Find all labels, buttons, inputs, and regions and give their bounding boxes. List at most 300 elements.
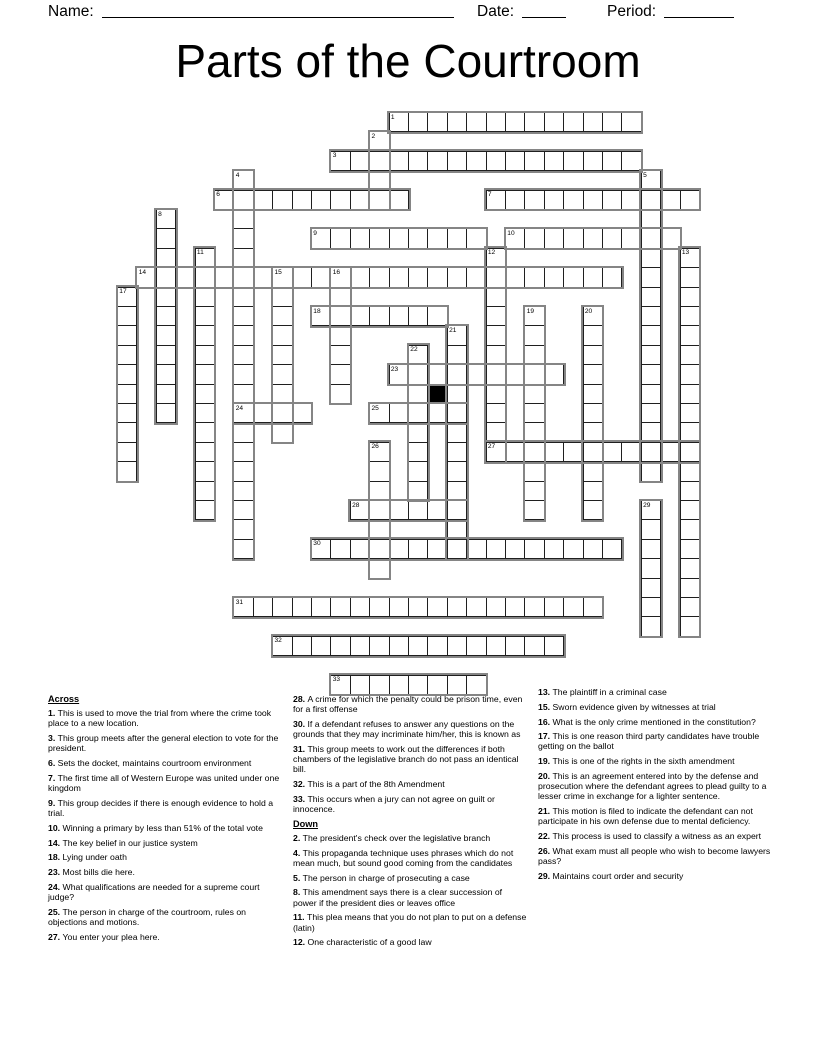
grid-cell bbox=[408, 636, 428, 656]
grid-cell bbox=[195, 345, 215, 365]
grid-cell bbox=[447, 364, 467, 384]
grid-cell bbox=[544, 267, 564, 287]
grid-cell bbox=[583, 364, 603, 384]
grid-cell bbox=[408, 306, 428, 326]
grid-cell bbox=[466, 112, 486, 132]
grid-cell bbox=[680, 616, 700, 636]
grid-cell bbox=[680, 267, 700, 287]
grid-cell bbox=[350, 190, 370, 210]
grid-cell bbox=[447, 597, 467, 617]
clue-section-header-down: Down bbox=[293, 818, 319, 829]
grid-cell bbox=[389, 539, 409, 559]
grid-cell bbox=[447, 481, 467, 501]
grid-cell bbox=[583, 151, 603, 171]
grid-cell bbox=[408, 481, 428, 501]
grid-cell bbox=[602, 267, 622, 287]
grid-cell bbox=[447, 442, 467, 462]
grid-cell bbox=[195, 267, 215, 287]
clue-21: 21. This motion is filed to indicate the defendant can not participate in his own defense due to mental deficiency. bbox=[538, 806, 753, 827]
grid-cell bbox=[447, 675, 467, 695]
grid-cell bbox=[272, 306, 292, 326]
grid-cell bbox=[524, 539, 544, 559]
grid-cell bbox=[311, 190, 331, 210]
grid-cell bbox=[427, 636, 447, 656]
grid-cell bbox=[602, 228, 622, 248]
grid-cell bbox=[641, 248, 661, 268]
grid-cell bbox=[505, 597, 525, 617]
clue-25: 25. The person in charge of the courtroom, rules on objections and motions. bbox=[48, 906, 247, 927]
date-field bbox=[477, 2, 566, 21]
grid-cell bbox=[680, 500, 700, 520]
grid-cell bbox=[117, 403, 137, 423]
grid-cell bbox=[544, 190, 564, 210]
grid-cell bbox=[272, 422, 292, 442]
grid-cell bbox=[389, 151, 409, 171]
grid-cell bbox=[233, 190, 253, 210]
grid-cell bbox=[641, 597, 661, 617]
grid-cell bbox=[272, 597, 292, 617]
grid-cell bbox=[524, 267, 544, 287]
grid-cell bbox=[311, 267, 331, 287]
clue-13: 13. The plaintiff in a criminal case bbox=[538, 687, 667, 697]
clue-number-14: 14 bbox=[138, 268, 147, 276]
grid-cell bbox=[563, 539, 583, 559]
grid-cell bbox=[544, 539, 564, 559]
grid-cell bbox=[156, 384, 176, 404]
grid-cell bbox=[524, 345, 544, 365]
grid-cell bbox=[680, 403, 700, 423]
grid-cell bbox=[447, 461, 467, 481]
grid-cell bbox=[466, 151, 486, 171]
grid-cell bbox=[330, 287, 350, 307]
clue-number-15: 15 bbox=[274, 268, 282, 276]
grid-cell bbox=[156, 306, 176, 326]
grid-cell bbox=[330, 636, 350, 656]
clue-3: 3. This group meets after the general election to vote for the president. bbox=[48, 733, 279, 754]
grid-cell bbox=[505, 267, 525, 287]
grid-cell bbox=[233, 519, 253, 539]
clue-19: 19. This is one of the rights in the sixth amendment bbox=[538, 756, 735, 767]
clue-number-21: 21 bbox=[449, 327, 457, 335]
clue-number-24: 24 bbox=[235, 404, 244, 412]
grid-cell bbox=[524, 461, 544, 481]
grid-cell bbox=[427, 112, 447, 132]
grid-cell bbox=[253, 267, 273, 287]
grid-cell bbox=[389, 267, 409, 287]
grid-cell bbox=[389, 403, 409, 423]
clue-23: 23. Most bills die here. bbox=[48, 867, 135, 878]
grid-cell bbox=[369, 675, 389, 695]
grid-cell bbox=[272, 364, 292, 384]
grid-cell bbox=[602, 190, 622, 210]
grid-cell bbox=[466, 539, 486, 559]
grid-cell bbox=[233, 248, 253, 268]
clue-number-9: 9 bbox=[313, 230, 317, 238]
grid-cell bbox=[330, 675, 350, 695]
grid-cell bbox=[641, 442, 661, 462]
grid-cell bbox=[195, 384, 215, 404]
grid-cell bbox=[641, 403, 661, 423]
grid-cell bbox=[544, 636, 564, 656]
clue-number-3: 3 bbox=[332, 152, 337, 160]
grid-cell bbox=[156, 287, 176, 307]
grid-cell bbox=[195, 248, 215, 268]
grid-cell bbox=[486, 539, 506, 559]
grid-cell bbox=[311, 597, 331, 617]
clue-30: 30. If a defendant refuses to answer any questions on the grounds that they may incriminate him/her, this is known as bbox=[293, 718, 521, 740]
grid-cell bbox=[641, 306, 661, 326]
grid-cell bbox=[505, 539, 525, 559]
grid-cell bbox=[583, 597, 603, 617]
clue-5: 5. The person in charge of prosecuting a case bbox=[293, 872, 470, 883]
grid-cell bbox=[117, 345, 137, 365]
grid-cell bbox=[253, 190, 273, 210]
grid-cell bbox=[486, 151, 506, 171]
grid-cell bbox=[621, 190, 641, 210]
grid-cell bbox=[408, 500, 428, 520]
grid-cell bbox=[563, 267, 583, 287]
grid-cell bbox=[195, 364, 215, 384]
grid-cell bbox=[583, 112, 603, 132]
clue-26: 26. What exam must all people who wish to become lawyers pass? bbox=[538, 845, 771, 866]
grid-cell bbox=[621, 442, 641, 462]
grid-cell bbox=[563, 151, 583, 171]
grid-cell bbox=[233, 364, 253, 384]
grid-cell bbox=[680, 287, 700, 307]
grid-cell bbox=[641, 325, 661, 345]
grid-cell bbox=[233, 325, 253, 345]
clue-number-16: 16 bbox=[332, 268, 341, 276]
grid-cell bbox=[156, 345, 176, 365]
grid-cell bbox=[602, 112, 622, 132]
grid-cell bbox=[350, 597, 370, 617]
grid-cell bbox=[272, 267, 292, 287]
grid-cell bbox=[136, 267, 156, 287]
grid-cell bbox=[447, 384, 467, 404]
grid-cell bbox=[408, 422, 428, 442]
grid-cell bbox=[641, 345, 661, 365]
period-field bbox=[607, 2, 734, 21]
grid-cell bbox=[117, 442, 137, 462]
grid-cell bbox=[408, 539, 428, 559]
grid-cell bbox=[369, 403, 389, 423]
grid-cell bbox=[369, 442, 389, 462]
grid-cell bbox=[680, 422, 700, 442]
grid-cell bbox=[680, 481, 700, 501]
grid-cell bbox=[272, 287, 292, 307]
grid-cell bbox=[602, 442, 622, 462]
grid-cell bbox=[563, 597, 583, 617]
clue-11: 11. This plea means that you do not plan to put on a defense (latin) bbox=[293, 912, 527, 933]
grid-cell bbox=[369, 500, 389, 520]
grid-cell bbox=[583, 190, 603, 210]
grid-cell bbox=[195, 403, 215, 423]
grid-cell bbox=[233, 306, 253, 326]
date-blank-line bbox=[522, 2, 566, 18]
clue-14: 14. The key belief in our justice system bbox=[48, 837, 198, 848]
grid-cell bbox=[486, 325, 506, 345]
grid-cell bbox=[272, 190, 292, 210]
grid-cell bbox=[427, 151, 447, 171]
grid-cell bbox=[195, 500, 215, 520]
grid-cell bbox=[680, 364, 700, 384]
grid-cell bbox=[583, 442, 603, 462]
grid-cell bbox=[389, 636, 409, 656]
grid-cell bbox=[330, 325, 350, 345]
grid-cell bbox=[272, 636, 292, 656]
grid-cell bbox=[680, 442, 700, 462]
grid-cell bbox=[389, 112, 409, 132]
grid-cell bbox=[563, 112, 583, 132]
grid-cell bbox=[311, 306, 331, 326]
grid-cell bbox=[369, 267, 389, 287]
grid-cell bbox=[544, 442, 564, 462]
grid-cell bbox=[524, 597, 544, 617]
clue-9: 9. This group decides if there is enough evidence to hold a trial. bbox=[48, 797, 274, 819]
grid-cell bbox=[292, 190, 312, 210]
grid-cell bbox=[641, 578, 661, 598]
grid-cell bbox=[524, 442, 544, 462]
grid-cell bbox=[563, 228, 583, 248]
grid-cell bbox=[486, 306, 506, 326]
grid-cell bbox=[447, 636, 467, 656]
clue-number-22: 22 bbox=[410, 346, 418, 354]
grid-cell bbox=[350, 151, 370, 171]
grid-cell bbox=[369, 170, 389, 190]
clue-number-31: 31 bbox=[235, 598, 244, 606]
grid-cell bbox=[330, 384, 350, 404]
clue-8: 8. This amendment says there is a clear succession of power if the president dies or leaves office bbox=[293, 887, 503, 908]
clue-24: 24. What qualifications are needed for a supreme court judge? bbox=[48, 881, 260, 903]
clue-7: 7. The first time all of Western Europe was united under one kingdom bbox=[48, 772, 280, 794]
grid-cell bbox=[427, 364, 447, 384]
grid-cell bbox=[641, 209, 661, 229]
grid-cell bbox=[680, 325, 700, 345]
clue-column-1 bbox=[48, 694, 282, 946]
grid-cell bbox=[330, 151, 350, 171]
clue-2: 2. The president's check over the legislative branch bbox=[293, 832, 491, 843]
grid-cell bbox=[350, 675, 370, 695]
grid-cell bbox=[486, 442, 506, 462]
grid-cell bbox=[641, 500, 661, 520]
grid-cell bbox=[660, 228, 680, 248]
grid-cell bbox=[486, 364, 506, 384]
clue-number-23: 23 bbox=[390, 365, 399, 373]
grid-cell bbox=[408, 384, 428, 404]
grid-cell bbox=[117, 306, 137, 326]
clue-number-29: 29 bbox=[643, 501, 651, 509]
grid-cell bbox=[427, 306, 447, 326]
grid-cell bbox=[292, 597, 312, 617]
grid-cell bbox=[680, 384, 700, 404]
clue-number-2: 2 bbox=[371, 133, 376, 141]
clue-12: 12. One characteristic of a good law bbox=[293, 937, 432, 948]
grid-cell bbox=[233, 170, 253, 190]
grid-cell bbox=[369, 131, 389, 151]
grid-cell bbox=[486, 636, 506, 656]
grid-cell bbox=[486, 112, 506, 132]
grid-cell bbox=[505, 112, 525, 132]
grid-cell bbox=[195, 422, 215, 442]
grid-cell bbox=[117, 384, 137, 404]
grid-cell bbox=[524, 384, 544, 404]
grid-cell bbox=[117, 325, 137, 345]
clue-number-28: 28 bbox=[352, 501, 360, 509]
grid-cell bbox=[350, 636, 370, 656]
grid-cell bbox=[583, 461, 603, 481]
grid-cell bbox=[680, 539, 700, 559]
grid-cell bbox=[427, 267, 447, 287]
grid-cell bbox=[253, 597, 273, 617]
grid-cell bbox=[427, 539, 447, 559]
grid-cell bbox=[233, 345, 253, 365]
grid-cell bbox=[369, 190, 389, 210]
grid-cell bbox=[466, 675, 486, 695]
clue-number-25: 25 bbox=[371, 404, 379, 412]
grid-cell bbox=[330, 228, 350, 248]
grid-cell bbox=[583, 539, 603, 559]
clue-number-7: 7 bbox=[487, 191, 492, 199]
grid-cell bbox=[447, 422, 467, 442]
period-blank-line bbox=[664, 2, 734, 18]
grid-cell bbox=[408, 675, 428, 695]
clue-number-30: 30 bbox=[313, 540, 321, 548]
grid-cell bbox=[447, 228, 467, 248]
grid-cell bbox=[641, 190, 661, 210]
grid-cell bbox=[544, 228, 564, 248]
grid-cell bbox=[466, 228, 486, 248]
clue-31: 31. This group meets to work out the differences if both chambers of the legislative branch do not pass an identical bill. bbox=[293, 743, 519, 775]
grid-cell bbox=[524, 500, 544, 520]
clue-number-4: 4 bbox=[235, 171, 240, 179]
clue-22: 22. This process is used to classify a witness as an expert bbox=[538, 831, 762, 842]
clue-16: 16. What is the only crime mentioned in the constitution? bbox=[538, 716, 756, 727]
grid-cell bbox=[195, 442, 215, 462]
grid-cell bbox=[680, 248, 700, 268]
date-label: Date: bbox=[477, 3, 515, 20]
clue-27: 27. You enter your plea here. bbox=[48, 931, 160, 942]
name-label: Name: bbox=[48, 3, 94, 20]
grid-cell bbox=[583, 481, 603, 501]
grid-cell bbox=[486, 287, 506, 307]
clue-18: 18. Lying under oath bbox=[48, 852, 127, 863]
grid-cell bbox=[524, 364, 544, 384]
grid-cell bbox=[641, 228, 661, 248]
grid-cell bbox=[350, 539, 370, 559]
grid-cell bbox=[583, 228, 603, 248]
grid-cell bbox=[486, 345, 506, 365]
grid-cell bbox=[408, 112, 428, 132]
grid-cell bbox=[117, 364, 137, 384]
clue-number-19: 19 bbox=[526, 307, 535, 315]
grid-cell bbox=[330, 345, 350, 365]
grid-cell bbox=[389, 228, 409, 248]
grid-cell bbox=[330, 306, 350, 326]
grid-cell bbox=[544, 364, 564, 384]
grid-cell bbox=[330, 539, 350, 559]
grid-cell bbox=[524, 228, 544, 248]
grid-cell bbox=[641, 539, 661, 559]
grid-cell bbox=[486, 422, 506, 442]
grid-cell bbox=[389, 190, 409, 210]
grid-cell bbox=[621, 112, 641, 132]
grid-cell bbox=[466, 364, 486, 384]
grid-cell bbox=[447, 267, 467, 287]
grid-cell bbox=[466, 636, 486, 656]
grid-cell bbox=[389, 306, 409, 326]
grid-cell bbox=[466, 267, 486, 287]
clue-number-27: 27 bbox=[487, 443, 496, 451]
grid-cell bbox=[486, 384, 506, 404]
grid-cell bbox=[524, 306, 544, 326]
grid-cell bbox=[369, 558, 389, 578]
period-label: Period: bbox=[607, 3, 657, 20]
grid-cell bbox=[214, 190, 234, 210]
grid-cell bbox=[583, 422, 603, 442]
grid-cell bbox=[505, 151, 525, 171]
black-cell bbox=[427, 384, 447, 404]
grid-cell bbox=[641, 461, 661, 481]
grid-cell bbox=[583, 403, 603, 423]
clue-33: 33. This occurs when a jury can not agree on guilt or innocence. bbox=[293, 793, 495, 814]
grid-cell bbox=[583, 500, 603, 520]
grid-cell bbox=[680, 190, 700, 210]
grid-cell bbox=[641, 422, 661, 442]
grid-cell bbox=[621, 228, 641, 248]
clue-number-26: 26 bbox=[371, 443, 379, 451]
grid-cell bbox=[195, 481, 215, 501]
grid-cell bbox=[583, 325, 603, 345]
grid-cell bbox=[214, 267, 234, 287]
grid-cell bbox=[350, 306, 370, 326]
grid-cell bbox=[369, 539, 389, 559]
grid-cell bbox=[641, 558, 661, 578]
crossword-grid bbox=[117, 112, 702, 697]
clue-17: 17. This is one reason third party candidates have trouble getting on the ballot bbox=[538, 731, 760, 752]
grid-cell bbox=[621, 151, 641, 171]
grid-cell bbox=[330, 190, 350, 210]
grid-cell bbox=[292, 403, 312, 423]
grid-cell bbox=[156, 209, 176, 229]
grid-cell bbox=[233, 403, 253, 423]
grid-cell bbox=[660, 190, 680, 210]
grid-cell bbox=[156, 248, 176, 268]
grid-cell bbox=[447, 345, 467, 365]
grid-cell bbox=[369, 306, 389, 326]
grid-cell bbox=[408, 442, 428, 462]
clue-29: 29. Maintains court order and security bbox=[538, 870, 684, 881]
grid-cell bbox=[195, 461, 215, 481]
grid-cell bbox=[505, 442, 525, 462]
grid-cell bbox=[369, 461, 389, 481]
grid-cell bbox=[195, 325, 215, 345]
grid-cell bbox=[272, 325, 292, 345]
grid-cell bbox=[447, 403, 467, 423]
grid-cell bbox=[544, 597, 564, 617]
grid-cell bbox=[156, 325, 176, 345]
grid-cell bbox=[233, 539, 253, 559]
grid-cell bbox=[369, 481, 389, 501]
clue-number-10: 10 bbox=[507, 230, 515, 238]
grid-cell bbox=[680, 306, 700, 326]
grid-cell bbox=[272, 384, 292, 404]
grid-cell bbox=[447, 519, 467, 539]
grid-cell bbox=[524, 190, 544, 210]
grid-cell bbox=[408, 597, 428, 617]
grid-cell bbox=[447, 539, 467, 559]
grid-cell bbox=[156, 364, 176, 384]
grid-cell bbox=[583, 306, 603, 326]
